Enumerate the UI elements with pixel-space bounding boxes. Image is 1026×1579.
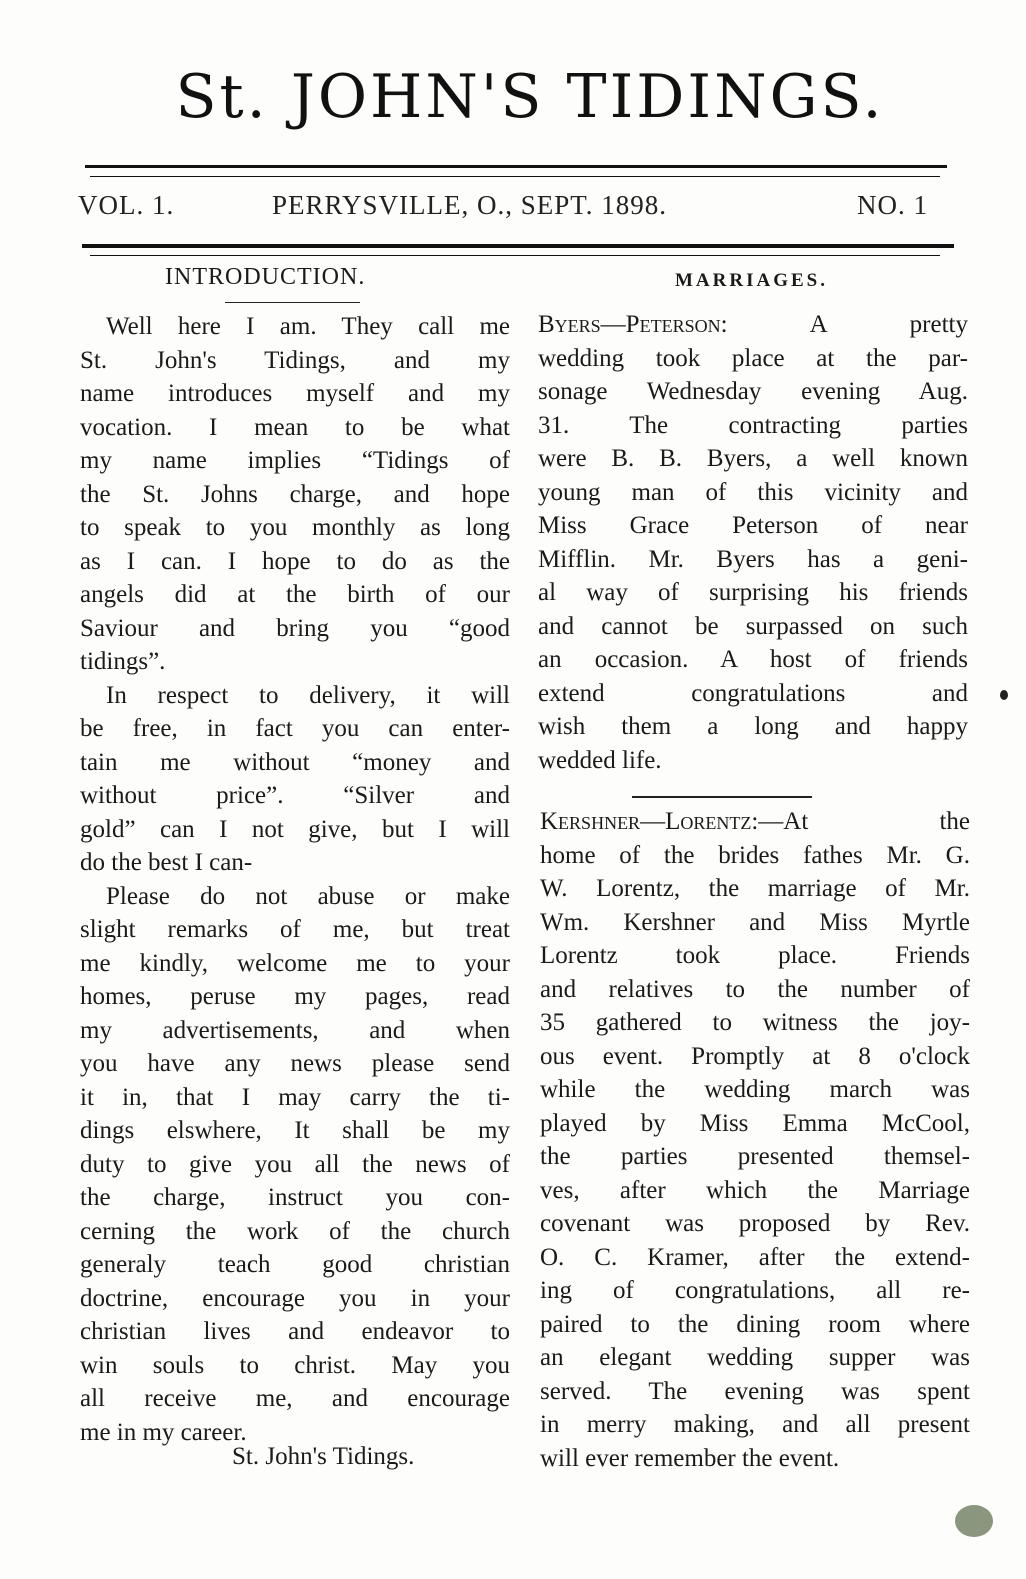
text-line: Mifflin. Mr. Byers has a geni-	[538, 545, 968, 573]
text-line: christian lives and endeavor to	[80, 1318, 510, 1345]
text-line: al way of surprising his friends	[538, 579, 968, 606]
article-names: Kershner—Lorentz:	[540, 808, 759, 835]
marriages-heading: MARRIAGES.	[675, 270, 828, 291]
text-line: it in, that I may carry the ti-	[80, 1083, 510, 1111]
text-line: paired to the dining room where	[540, 1310, 970, 1338]
text-line: 31. The contracting parties	[538, 411, 968, 439]
text-line	[538, 308, 968, 342]
volume-label: VOL. 1.	[78, 190, 175, 220]
line-text: —At the	[758, 808, 970, 835]
text-line: In respect to delivery, it will	[106, 681, 510, 709]
text-line: my advertisements, and when	[80, 1016, 510, 1044]
text-line: dings elswhere, It shall be my	[80, 1117, 510, 1144]
text-line: in merry making, and all present	[540, 1411, 970, 1438]
byers-peterson-article	[538, 308, 968, 777]
text-line: tidings”.	[80, 648, 166, 675]
text-line: do the best I can-	[80, 849, 253, 876]
text-line: ous event. Promptly at 8 o'clock	[540, 1042, 970, 1070]
text-line: homes, peruse my pages, read	[80, 983, 510, 1010]
text-line: generaly teach good christian	[80, 1251, 510, 1278]
text-line: Well here I am. They call me	[106, 313, 510, 340]
introduction-heading: INTRODUCTION.	[165, 264, 366, 290]
text-line: all receive me, and encourage	[80, 1385, 510, 1412]
text-line: doctrine, encourage you in your	[80, 1284, 510, 1312]
text-line: without price”. “Silver and	[80, 782, 510, 809]
masthead-rule-top	[85, 165, 947, 168]
masthead-rule-bottom	[82, 244, 954, 248]
text-line: played by Miss Emma McCool,	[540, 1109, 970, 1137]
text-line: cerning the work of the church	[80, 1217, 510, 1245]
stain-mark	[955, 1505, 993, 1537]
text-line: ing of congratulations, all re-	[540, 1277, 970, 1304]
kershner-lorentz-article	[540, 805, 970, 1475]
text-line: ves, after which the Marriage	[540, 1176, 970, 1204]
text-line: while the wedding march was	[540, 1076, 970, 1103]
text-line: wedding took place at the par-	[538, 344, 968, 372]
text-line: young man of this vicinity and	[538, 478, 968, 506]
text-line: me in my career.	[80, 1418, 247, 1446]
signature: St. John's Tidings.	[232, 1443, 415, 1470]
text-line: my name implies “Tidings of	[80, 447, 510, 474]
text-line: to speak to you monthly as long	[80, 514, 510, 541]
text-line: W. Lorentz, the marriage of Mr.	[540, 875, 970, 902]
text-line: the charge, instruct you con-	[80, 1184, 510, 1211]
text-line: sonage Wednesday evening Aug.	[538, 378, 968, 405]
text-line: Lorentz took place. Friends	[540, 942, 970, 969]
text-line: angels did at the birth of our	[80, 581, 510, 608]
issue-number: NO. 1	[857, 190, 928, 220]
text-line: an elegant wedding supper was	[540, 1344, 970, 1371]
text-line: vocation. I mean to be what	[80, 413, 510, 441]
text-line: Please do not abuse or make	[106, 882, 510, 910]
text-line: St. John's Tidings, and my	[80, 346, 510, 374]
text-line: slight remarks of me, but treat	[80, 916, 510, 943]
text-line: home of the brides fathes Mr. G.	[540, 841, 970, 869]
text-line: the parties presented themsel-	[540, 1143, 970, 1170]
text-line: extend congratulations and	[538, 679, 968, 707]
text-line	[540, 805, 970, 839]
text-line: O. C. Kramer, after the extend-	[540, 1243, 970, 1271]
text-line: be free, in fact you can enter-	[80, 715, 510, 742]
text-line: Saviour and bring you “good	[80, 614, 510, 642]
introduction-heading-rule	[225, 302, 360, 303]
text-line: covenant was proposed by Rev.	[540, 1210, 970, 1237]
introduction-article	[80, 310, 510, 1449]
text-line: as I can. I hope to do as the	[80, 547, 510, 575]
text-line: gold” can I not give, but I will	[80, 815, 510, 843]
text-line: were B. B. Byers, a well known	[538, 445, 968, 472]
ink-blot	[1000, 690, 1008, 700]
text-line: 35 gathered to witness the joy-	[540, 1009, 970, 1036]
text-line: and relatives to the number of	[540, 975, 970, 1003]
text-line: win souls to christ. May you	[80, 1351, 510, 1379]
text-line: and cannot be surpassed on such	[538, 612, 968, 640]
text-line: you have any news please send	[80, 1050, 510, 1077]
article-names: Byers—Peterson:	[538, 311, 728, 338]
text-line: Miss Grace Peterson of near	[538, 512, 968, 539]
text-line: will ever remember the event.	[540, 1444, 840, 1472]
text-line: wish them a long and happy	[538, 713, 968, 740]
text-line: me kindly, welcome me to your	[80, 949, 510, 977]
text-line: tain me without “money and	[80, 748, 510, 776]
text-line: Wm. Kershner and Miss Myrtle	[540, 908, 970, 936]
masthead-rule-bottom-thin	[90, 255, 940, 256]
text-line: an occasion. A host of friends	[538, 646, 968, 673]
article-divider	[632, 796, 812, 798]
masthead-rule-top-thin	[90, 176, 940, 177]
line-text: A pretty	[727, 311, 968, 338]
text-line: wedded life.	[538, 746, 662, 774]
text-line: duty to give you all the news of	[80, 1150, 510, 1178]
text-line: name introduces myself and my	[80, 380, 510, 407]
place-date: PERRYSVILLE, O., SEPT. 1898.	[272, 190, 668, 220]
masthead-title: St. JOHN'S TIDINGS.	[175, 62, 885, 132]
text-line: the St. Johns charge, and hope	[80, 480, 510, 508]
text-line: served. The evening was spent	[540, 1377, 970, 1405]
